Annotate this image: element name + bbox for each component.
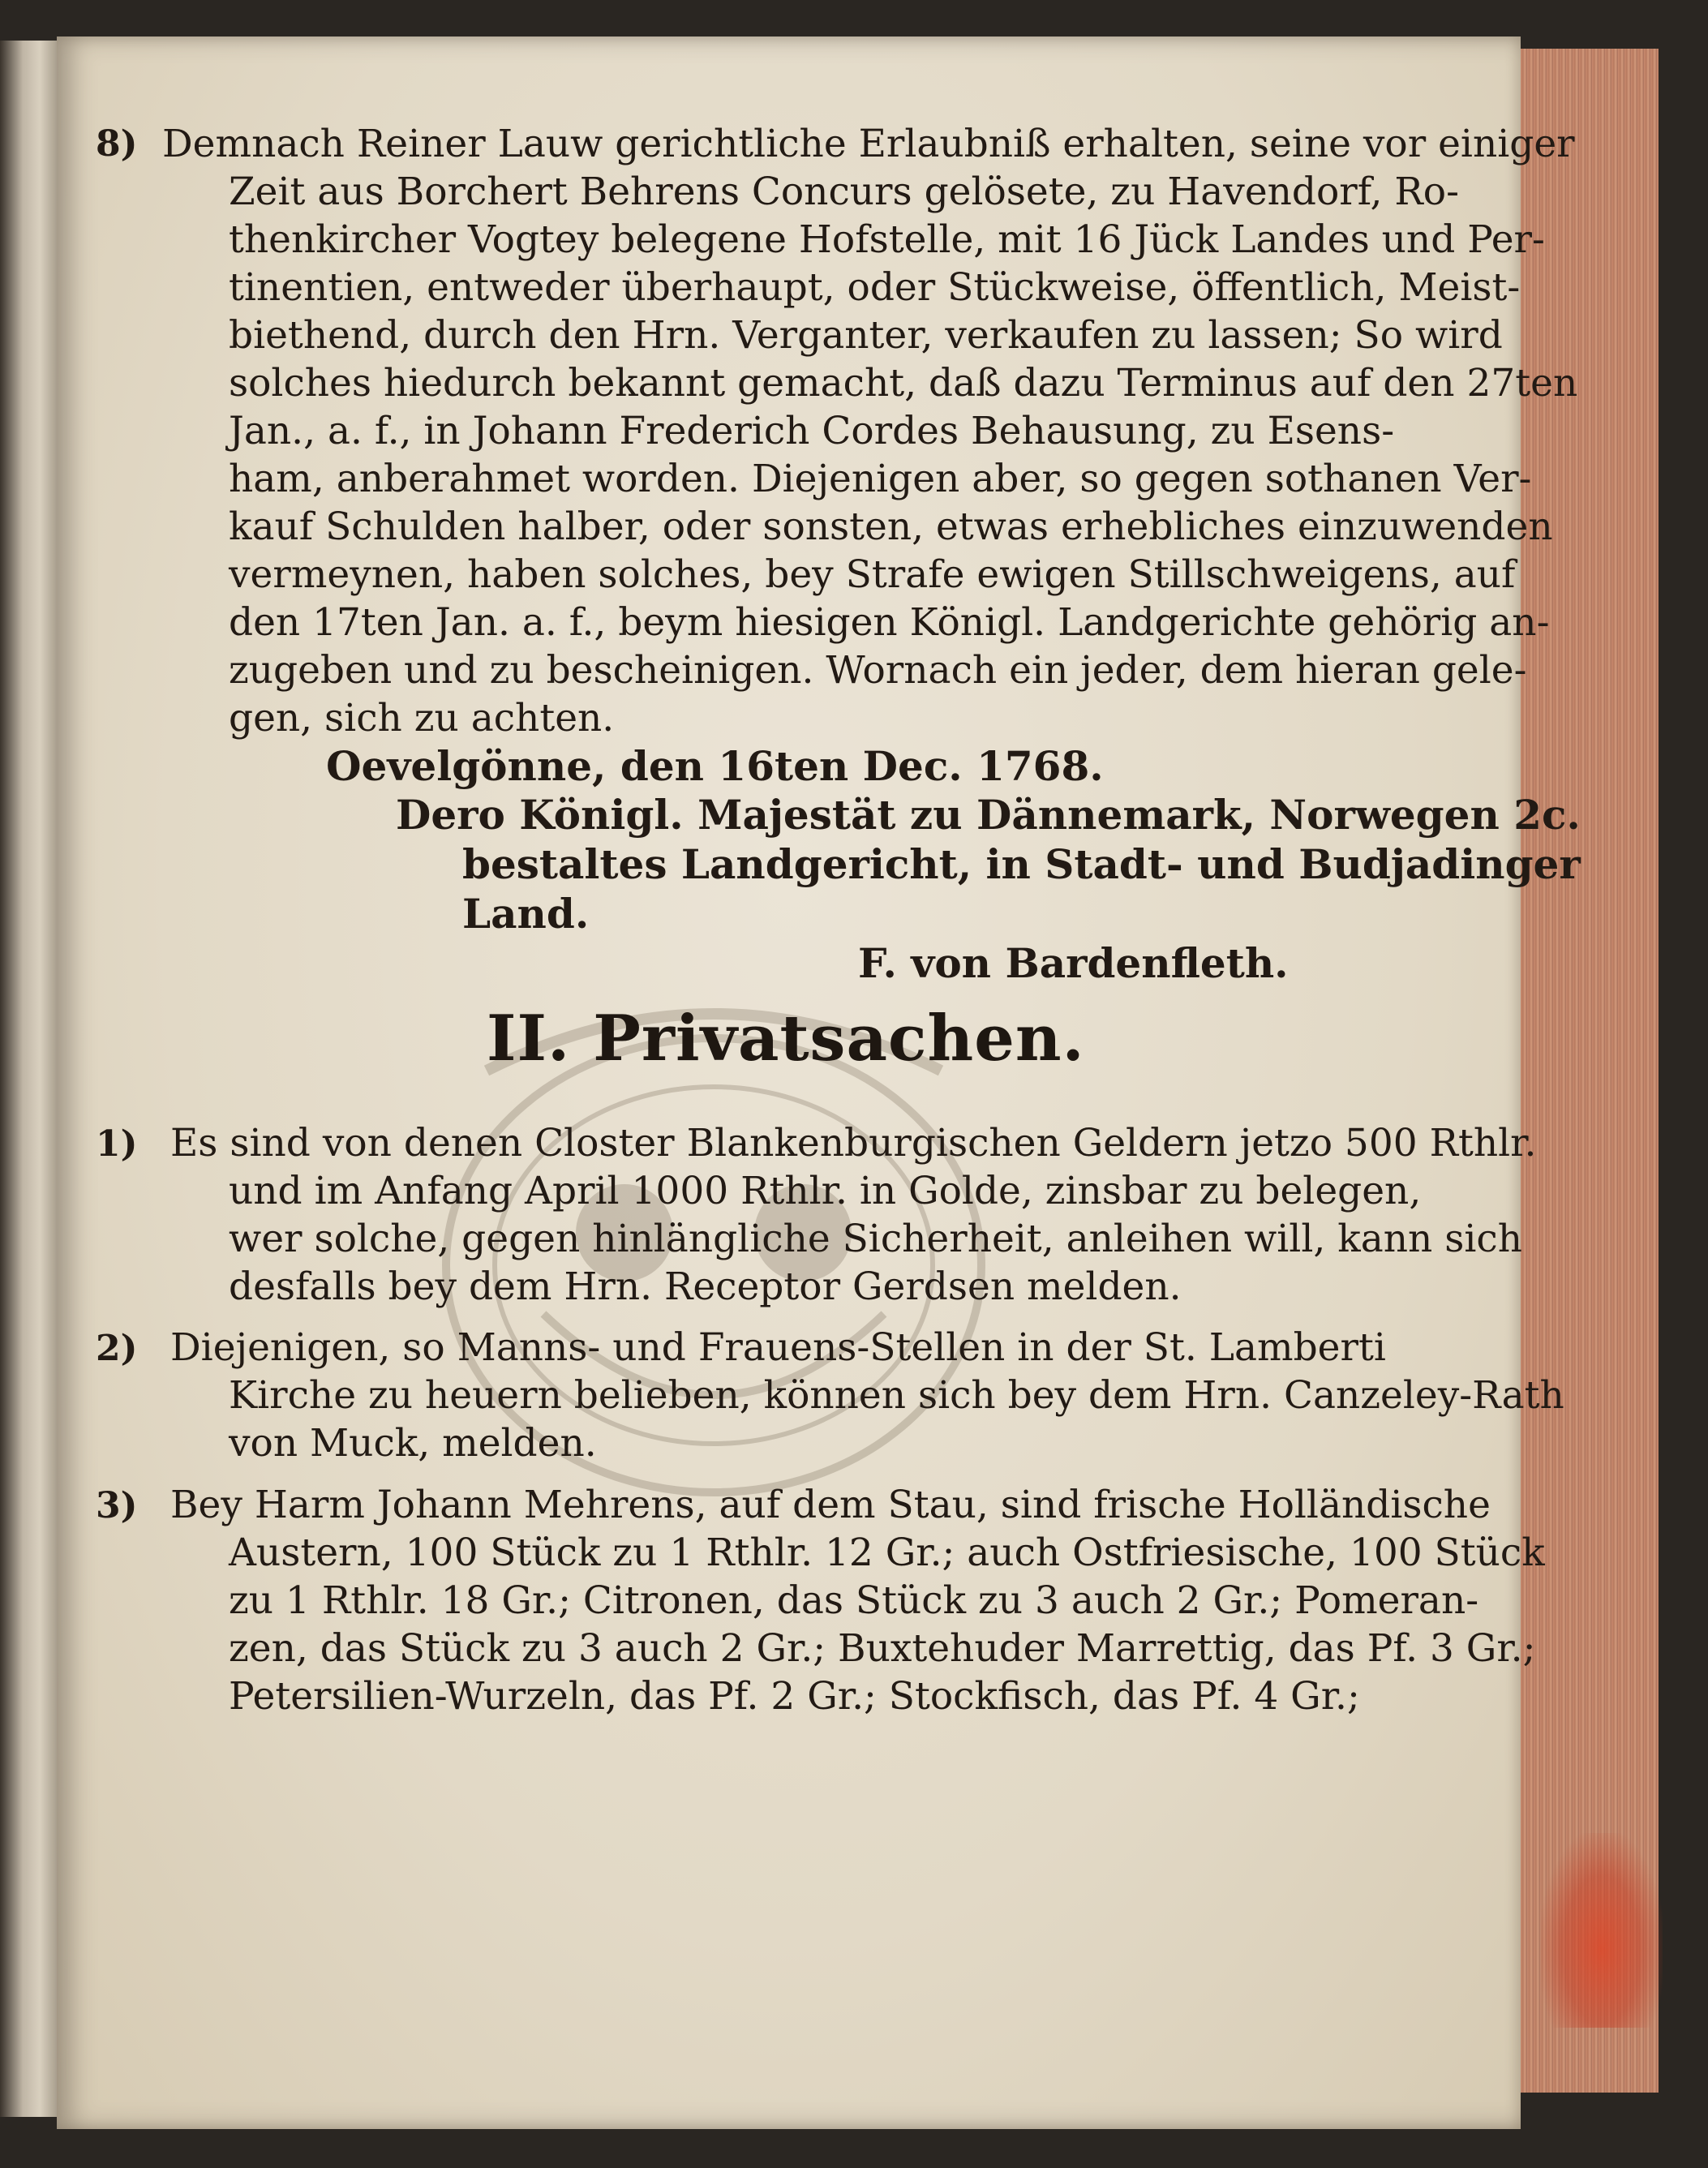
notice-line: Diejenigen, so Manns- und Frauens-Stellen in der St. Lamberti bbox=[170, 1325, 1386, 1370]
notice-line: ham, anberahmet worden. Diejenigen aber, so gegen sothanen Ver- bbox=[229, 457, 1532, 501]
notice-line: wer solche, gegen hinlängliche Sicherheit, anleihen will, kann sich bbox=[229, 1217, 1522, 1261]
authority-line: Dero Königl. Majestät zu Dännemark, Norwegen 2c. bbox=[396, 791, 1581, 839]
notice-line: Austern, 100 Stück zu 1 Rthlr. 12 Gr.; auch Ostfriesische, 100 Stück bbox=[229, 1530, 1545, 1575]
notice-line: zugeben und zu bescheinigen. Wornach ein jeder, dem hieran gele- bbox=[229, 648, 1527, 693]
notice-line: vermeynen, haben solches, bey Strafe ewigen Stillschweigens, auf bbox=[229, 552, 1516, 597]
authority-line: Land. bbox=[462, 890, 590, 938]
notice-line: Kirche zu heuern belieben, können sich bey dem Hrn. Canzeley-Rath bbox=[229, 1373, 1564, 1418]
notice-line: solches hiedurch bekannt gemacht, daß dazu Terminus auf den 27ten bbox=[229, 361, 1578, 406]
notice-line: tinentien, entweder überhaupt, oder Stückweise, öffentlich, Meist- bbox=[229, 265, 1521, 310]
notice-line: Jan., a. f., in Johann Frederich Cordes Behausung, zu Esens- bbox=[229, 409, 1395, 453]
private-notice-number: 1) bbox=[96, 1123, 138, 1165]
notice-line: desfalls bey dem Hrn. Receptor Gerdsen melden. bbox=[229, 1264, 1182, 1309]
notice-line: thenkircher Vogtey belegene Hofstelle, mit 16 Jück Landes und Per- bbox=[229, 217, 1545, 262]
notice-line: biethend, durch den Hrn. Verganter, verkaufen zu lassen; So wird bbox=[229, 313, 1503, 358]
private-notice-number: 3) bbox=[96, 1485, 138, 1526]
notice-line: Bey Harm Johann Mehrens, auf dem Stau, sind frische Holländische bbox=[170, 1483, 1491, 1527]
dateline: Oevelgönne, den 16ten Dec. 1768. bbox=[326, 742, 1104, 790]
notice-line: zen, das Stück zu 3 auch 2 Gr.; Buxtehuder Marrettig, das Pf. 3 Gr.; bbox=[229, 1626, 1536, 1671]
signature: F. von Bardenfleth. bbox=[858, 939, 1289, 987]
notice-line: Es sind von denen Closter Blankenburgischen Geldern jetzo 500 Rthlr. bbox=[170, 1121, 1537, 1166]
notice-number: 8) bbox=[96, 123, 138, 165]
notice-line: Zeit aus Borchert Behrens Concurs gelösete, zu Havendorf, Ro- bbox=[229, 170, 1459, 214]
notice-line: und im Anfang April 1000 Rthlr. in Golde, zinsbar zu belegen, bbox=[229, 1169, 1422, 1213]
notice-line: Demnach Reiner Lauw gerichtliche Erlaubniß erhalten, seine vor einiger bbox=[162, 122, 1575, 166]
facing-page-edge bbox=[0, 41, 57, 2117]
private-notice-number: 2) bbox=[96, 1328, 138, 1369]
red-edge-stain bbox=[1541, 1833, 1663, 2028]
notice-line: den 17ten Jan. a. f., beym hiesigen Königl. Landgerichte gehörig an- bbox=[229, 600, 1550, 645]
page-fore-edge bbox=[1521, 49, 1659, 2093]
notice-line: von Muck, melden. bbox=[229, 1421, 597, 1466]
authority-line: bestaltes Landgericht, in Stadt- und Budjadinger bbox=[462, 840, 1581, 888]
notice-line: gen, sich zu achten. bbox=[229, 696, 615, 741]
notice-line: Petersilien-Wurzeln, das Pf. 2 Gr.; Stockfisch, das Pf. 4 Gr.; bbox=[229, 1674, 1360, 1719]
section-heading: II. Privatsachen. bbox=[487, 1002, 1085, 1075]
notice-line: zu 1 Rthlr. 18 Gr.; Citronen, das Stück zu 3 auch 2 Gr.; Pomeran- bbox=[229, 1578, 1479, 1623]
notice-line: kauf Schulden halber, oder sonsten, etwas erhebliches einzuwenden bbox=[229, 504, 1553, 549]
